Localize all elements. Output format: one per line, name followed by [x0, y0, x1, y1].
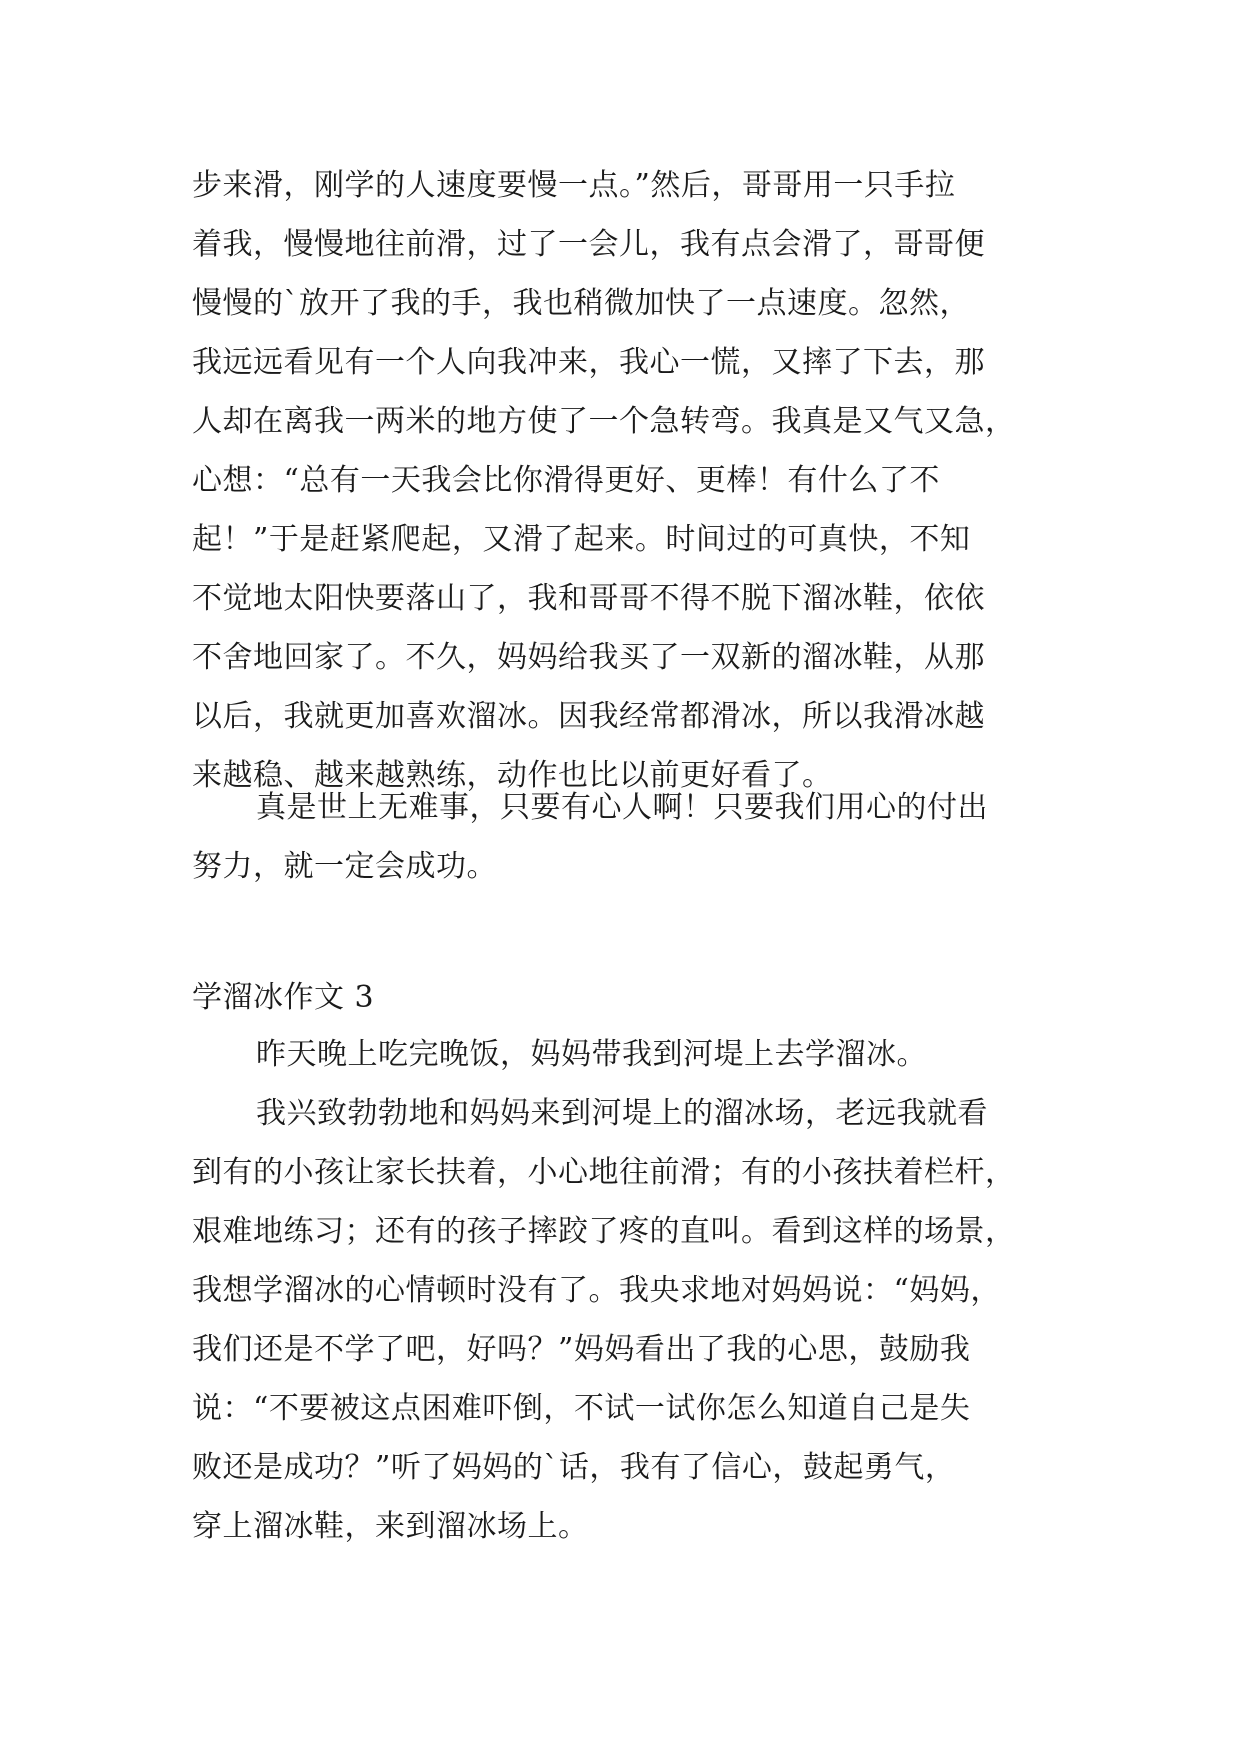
text-line: 穿上溜冰鞋，来到溜冰场上。 — [192, 1509, 589, 1544]
text-line: 起！”于是赶紧爬起，又滑了起来。时间过的可真快，不知 — [192, 522, 971, 557]
text-line: 来越稳、越来越熟练，动作也比以前更好看了。 — [192, 758, 833, 793]
text-line: 我们还是不学了吧，好吗？”妈妈看出了我的心思，鼓励我 — [192, 1332, 971, 1367]
text-line: 以后，我就更加喜欢溜冰。因我经常都滑冰，所以我滑冰越 — [192, 699, 985, 734]
text-line: 到有的小孩让家长扶着，小心地往前滑；有的小孩扶着栏杆， — [192, 1155, 1016, 1190]
paragraph-continued — [192, 156, 1072, 805]
text-line: 慢慢的`放开了我的手，我也稍微加快了一点速度。忽然， — [192, 286, 970, 321]
text-line: 昨天晚上吃完晚饭，妈妈带我到河堤上去学溜冰。 — [256, 1037, 927, 1072]
text-line: 败还是成功？”听了妈妈的`话，我有了信心，鼓起勇气， — [192, 1450, 956, 1485]
text-line: 我兴致勃勃地和妈妈来到河堤上的溜冰场，老远我就看 — [256, 1096, 988, 1131]
paragraph-scene — [192, 1084, 1072, 1556]
paragraph-opening — [192, 1025, 1072, 1084]
text-line: 艰难地练习；还有的孩子摔跤了疼的直叫。看到这样的场景， — [192, 1214, 1016, 1249]
text-line: 说：“不要被这点困难吓倒，不试一试你怎么知道自己是失 — [192, 1391, 971, 1426]
text-line: 人却在离我一两米的地方使了一个急转弯。我真是又气又急， — [192, 404, 1016, 439]
text-line: 真是世上无难事，只要有心人啊！只要我们用心的付出 — [256, 790, 988, 825]
text-line: 努力，就一定会成功。 — [192, 849, 497, 884]
text-line: 心想：“总有一天我会比你滑得更好、更棒！有什么了不 — [192, 463, 940, 498]
paragraph-conclusion — [192, 778, 1072, 896]
essay-heading-block — [192, 968, 1072, 1027]
text-line: 我远远看见有一个人向我冲来，我心一慌，又摔了下去，那 — [192, 345, 985, 380]
essay-heading: 学溜冰作文 3 — [192, 980, 375, 1015]
text-line: 着我，慢慢地往前滑，过了一会儿，我有点会滑了，哥哥便 — [192, 227, 985, 262]
text-line: 不舍地回家了。不久，妈妈给我买了一双新的溜冰鞋，从那 — [192, 640, 985, 675]
text-line: 我想学溜冰的心情顿时没有了。我央求地对妈妈说：“妈妈， — [192, 1273, 1001, 1308]
text-line: 不觉地太阳快要落山了，我和哥哥不得不脱下溜冰鞋，依依 — [192, 581, 985, 616]
text-line: 步来滑，刚学的人速度要慢一点。”然后，哥哥用一只手拉 — [192, 168, 956, 203]
